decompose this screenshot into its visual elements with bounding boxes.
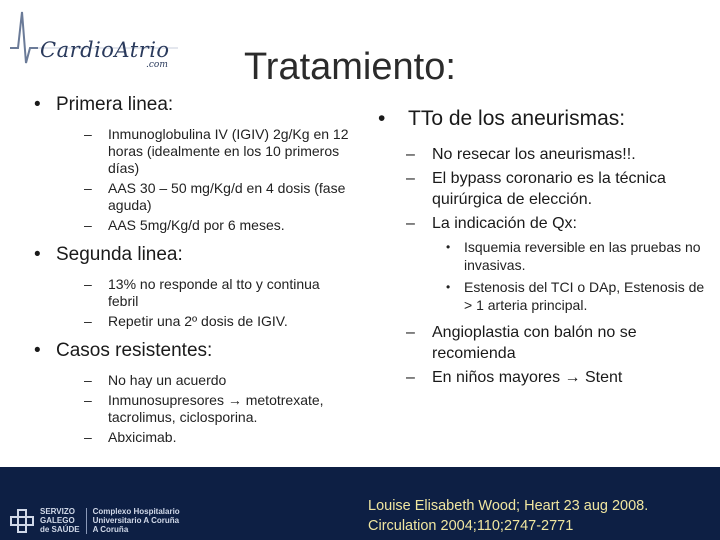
section-segunda-linea xyxy=(32,244,352,330)
section-casos-resistentes xyxy=(32,340,352,446)
cardioatrio-logo xyxy=(8,8,183,68)
list-item: – No hay un acuerdo xyxy=(32,372,352,389)
citation-line: Louise Elisabeth Wood; Heart 23 aug 2008. xyxy=(368,498,649,514)
list-item: – La indicación de Qx: xyxy=(378,213,708,234)
sub-list-item: • Isquemia reversible en las pruebas no invasivas. xyxy=(378,238,708,274)
list-item: – Repetir una 2º dosis de IGIV. xyxy=(32,313,352,330)
logo-name: CardioAtrio xyxy=(40,38,170,62)
right-column xyxy=(378,106,708,391)
slide-title: Tratamiento: xyxy=(244,46,456,88)
list-item: – En niños mayores → Stent xyxy=(378,367,708,388)
org-sergas: SERVIZO GALEGO de SAÚDE xyxy=(40,507,80,534)
section-heading: • TTo de los aneurismas: xyxy=(378,106,708,132)
divider xyxy=(86,508,87,534)
section-heading: • Segunda linea: xyxy=(32,244,352,266)
list-item: – Angioplastia con balón no se recomienda xyxy=(378,322,708,364)
list-item: – No resecar los aneurismas!!. xyxy=(378,144,708,165)
section-heading: • Casos resistentes: xyxy=(32,340,352,362)
list-item: – El bypass coronario es la técnica quirúrgica de elección. xyxy=(378,168,708,210)
org-hospital: Complexo Hospitalario Universitario A Coruña A Coruña xyxy=(92,507,180,534)
list-item: – Inmunoglobulina IV (IGIV) 2g/Kg en 12 horas (idealmente en los 10 primeros días) xyxy=(32,126,352,177)
footer-org-logos xyxy=(10,507,180,534)
sub-list-item: • Estenosis del TCI o DAp, Estenosis de > 1 arteria principal. xyxy=(378,278,708,314)
list-item: – Abxicimab. xyxy=(32,429,352,446)
section-heading: • Primera linea: xyxy=(32,94,352,116)
list-item: – 13% no responde al tto y continua febril xyxy=(32,276,352,310)
citation xyxy=(368,496,648,536)
citation-line: Circulation 2004;110;2747-2771 xyxy=(368,518,574,534)
list-item: – Inmunosupresores → metotrexate, tacrolimus, ciclosporina. xyxy=(32,392,352,426)
footer-bar xyxy=(0,467,720,540)
list-item: – AAS 30 – 50 mg/Kg/d en 4 dosis (fase aguda) xyxy=(32,180,352,214)
left-column xyxy=(32,94,352,449)
logo-suffix: .com xyxy=(146,60,168,70)
section-primera-linea xyxy=(32,94,352,234)
sergas-cross-icon xyxy=(10,509,34,533)
list-item: – AAS 5mg/Kg/d por 6 meses. xyxy=(32,217,352,234)
